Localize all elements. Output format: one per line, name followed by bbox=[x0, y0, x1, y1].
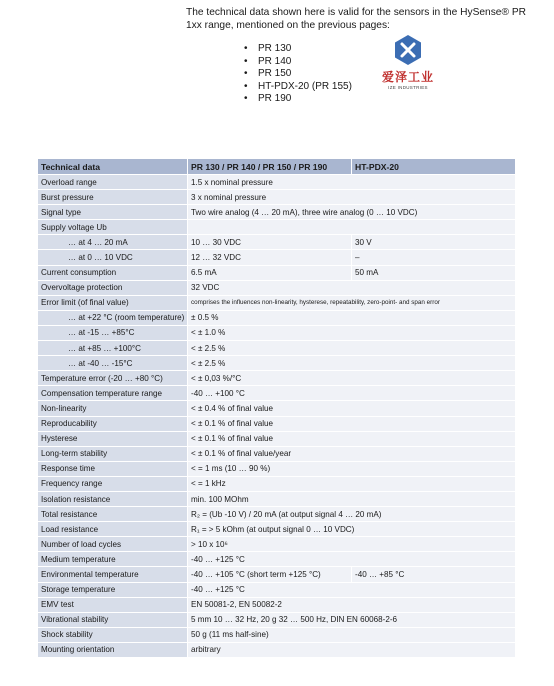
row-value: < ± 1.0 % bbox=[188, 325, 516, 340]
table-row bbox=[38, 627, 516, 642]
hexagon-logo-icon bbox=[392, 34, 424, 66]
row-value: -40 … +125 °C bbox=[188, 582, 516, 597]
table-row bbox=[38, 386, 516, 401]
sensor-list-item: • PR 190 bbox=[244, 93, 352, 106]
intro-paragraph: The technical data shown here is valid for the sensors in the HySense® PR 1xx range, mentioned on the previous pages: bbox=[186, 7, 526, 31]
row-label: Overload range bbox=[38, 175, 188, 190]
table-row bbox=[38, 341, 516, 356]
logo-english-text: IZE INDUSTRIES bbox=[388, 85, 428, 90]
sensor-list-item: • PR 140 bbox=[244, 56, 352, 69]
table-row bbox=[38, 190, 516, 205]
table-row bbox=[38, 356, 516, 371]
row-label: Frequency range bbox=[38, 476, 188, 491]
table-row bbox=[38, 612, 516, 627]
company-logo bbox=[378, 34, 438, 90]
row-label: Signal type bbox=[38, 205, 188, 220]
row-value: min. 100 MOhm bbox=[188, 491, 516, 506]
row-value: R₁ = > 5 kOhm (at output signal 0 … 10 VDC) bbox=[188, 522, 516, 537]
row-value: 3 x nominal pressure bbox=[188, 190, 516, 205]
row-value-ht-pdx-20: 30 V bbox=[352, 235, 516, 250]
row-value: > 10 x 10⁶ bbox=[188, 537, 516, 552]
row-label: Current consumption bbox=[38, 265, 188, 280]
row-value: 10 … 30 VDC bbox=[188, 235, 352, 250]
table-row bbox=[38, 265, 516, 280]
row-value: ± 0.5 % bbox=[188, 310, 516, 325]
row-value-ht-pdx-20: – bbox=[352, 250, 516, 265]
table-row bbox=[38, 537, 516, 552]
row-label: Mounting orientation bbox=[38, 642, 188, 657]
table-row bbox=[38, 597, 516, 612]
row-label: Number of load cycles bbox=[38, 537, 188, 552]
table-row bbox=[38, 507, 516, 522]
table-row bbox=[38, 295, 516, 310]
table-row bbox=[38, 280, 516, 295]
table-row bbox=[38, 491, 516, 506]
row-label: … at 0 … 10 VDC bbox=[38, 250, 188, 265]
row-value: < ± 0.1 % of final value bbox=[188, 431, 516, 446]
row-label: … at -15 … +85°C bbox=[38, 325, 188, 340]
row-label: … at +85 … +100°C bbox=[38, 341, 188, 356]
table-row bbox=[38, 461, 516, 476]
row-value: 12 … 32 VDC bbox=[188, 250, 352, 265]
header-pr-models: PR 130 / PR 140 / PR 150 / PR 190 bbox=[188, 159, 352, 175]
table-row bbox=[38, 431, 516, 446]
row-value: < ± 0.4 % of final value bbox=[188, 401, 516, 416]
table-row bbox=[38, 401, 516, 416]
row-value: 32 VDC bbox=[188, 280, 516, 295]
row-value: < = 1 ms (10 … 90 %) bbox=[188, 461, 516, 476]
table-row bbox=[38, 552, 516, 567]
table-row bbox=[38, 446, 516, 461]
logo-chinese-text: 爱泽工业 bbox=[381, 70, 434, 84]
table-body bbox=[38, 175, 516, 658]
row-label: Total resistance bbox=[38, 507, 188, 522]
row-value: < ± 2.5 % bbox=[188, 356, 516, 371]
table-row bbox=[38, 235, 516, 250]
table-row bbox=[38, 220, 516, 235]
row-label: Response time bbox=[38, 461, 188, 476]
row-value: -40 … +125 °C bbox=[188, 552, 516, 567]
row-value bbox=[188, 220, 516, 235]
row-label: … at +22 °C (room temperature) bbox=[38, 310, 188, 325]
row-label: Shock stability bbox=[38, 627, 188, 642]
row-label: Long-term stability bbox=[38, 446, 188, 461]
row-label: Compensation temperature range bbox=[38, 386, 188, 401]
table-row bbox=[38, 642, 516, 657]
row-value: 50 g (11 ms half-sine) bbox=[188, 627, 516, 642]
row-value: < ± 0.1 % of final value/year bbox=[188, 446, 516, 461]
row-label: EMV test bbox=[38, 597, 188, 612]
sensor-list-item: • PR 130 bbox=[244, 43, 352, 56]
row-value: < ± 0,03 %/°C bbox=[188, 371, 516, 386]
row-label: Storage temperature bbox=[38, 582, 188, 597]
table-row bbox=[38, 205, 516, 220]
row-value-ht-pdx-20: -40 … +85 °C bbox=[352, 567, 516, 582]
header-technical-data: Technical data bbox=[38, 159, 188, 175]
row-label: Burst pressure bbox=[38, 190, 188, 205]
row-value: 6.5 mA bbox=[188, 265, 352, 280]
technical-data-table bbox=[37, 158, 516, 658]
row-value: R₂ = (Ub -10 V) / 20 mA (at output signal 4 … 20 mA) bbox=[188, 507, 516, 522]
table-row bbox=[38, 416, 516, 431]
row-value: EN 50081-2, EN 50082-2 bbox=[188, 597, 516, 612]
row-value: -40 … +105 °C (short term +125 °C) bbox=[188, 567, 352, 582]
row-value: arbitrary bbox=[188, 642, 516, 657]
sensor-list-item: • HT-PDX-20 (PR 155) bbox=[244, 81, 352, 94]
table-row bbox=[38, 250, 516, 265]
row-label: Isolation resistance bbox=[38, 491, 188, 506]
row-label: Error limit (of final value) bbox=[38, 295, 188, 310]
row-label: Temperature error (-20 … +80 °C) bbox=[38, 371, 188, 386]
table-row bbox=[38, 522, 516, 537]
row-label: Non-linearity bbox=[38, 401, 188, 416]
table-row bbox=[38, 310, 516, 325]
row-value: -40 … +100 °C bbox=[188, 386, 516, 401]
table-header-row bbox=[38, 159, 516, 175]
table-row bbox=[38, 175, 516, 190]
table-row bbox=[38, 476, 516, 491]
row-value: 5 mm 10 … 32 Hz, 20 g 32 … 500 Hz, DIN EN 60068-2-6 bbox=[188, 612, 516, 627]
row-label: Overvoltage protection bbox=[38, 280, 188, 295]
row-value-ht-pdx-20: 50 mA bbox=[352, 265, 516, 280]
sensor-list bbox=[244, 43, 352, 106]
row-label: Reproducability bbox=[38, 416, 188, 431]
row-value: 1.5 x nominal pressure bbox=[188, 175, 516, 190]
header-ht-pdx-20: HT-PDX-20 bbox=[352, 159, 516, 175]
table-row bbox=[38, 325, 516, 340]
row-label: Hysterese bbox=[38, 431, 188, 446]
row-value: < = 1 kHz bbox=[188, 476, 516, 491]
row-label: … at -40 … -15°C bbox=[38, 356, 188, 371]
row-value: < ± 0.1 % of final value bbox=[188, 416, 516, 431]
table-row bbox=[38, 371, 516, 386]
row-label: … at 4 … 20 mA bbox=[38, 235, 188, 250]
sensor-list-item: • PR 150 bbox=[244, 68, 352, 81]
row-label: Environmental temperature bbox=[38, 567, 188, 582]
row-label: Medium temperature bbox=[38, 552, 188, 567]
table-row bbox=[38, 582, 516, 597]
row-value: Two wire analog (4 … 20 mA), three wire analog (0 … 10 VDC) bbox=[188, 205, 516, 220]
table-row bbox=[38, 567, 516, 582]
row-label: Load resistance bbox=[38, 522, 188, 537]
row-value: < ± 2.5 % bbox=[188, 341, 516, 356]
row-label: Vibrational stability bbox=[38, 612, 188, 627]
row-value: comprises the influences non-linearity, hysterese, repeatability, zero-point- and span error bbox=[188, 295, 516, 310]
row-label: Supply voltage Ub bbox=[38, 220, 188, 235]
